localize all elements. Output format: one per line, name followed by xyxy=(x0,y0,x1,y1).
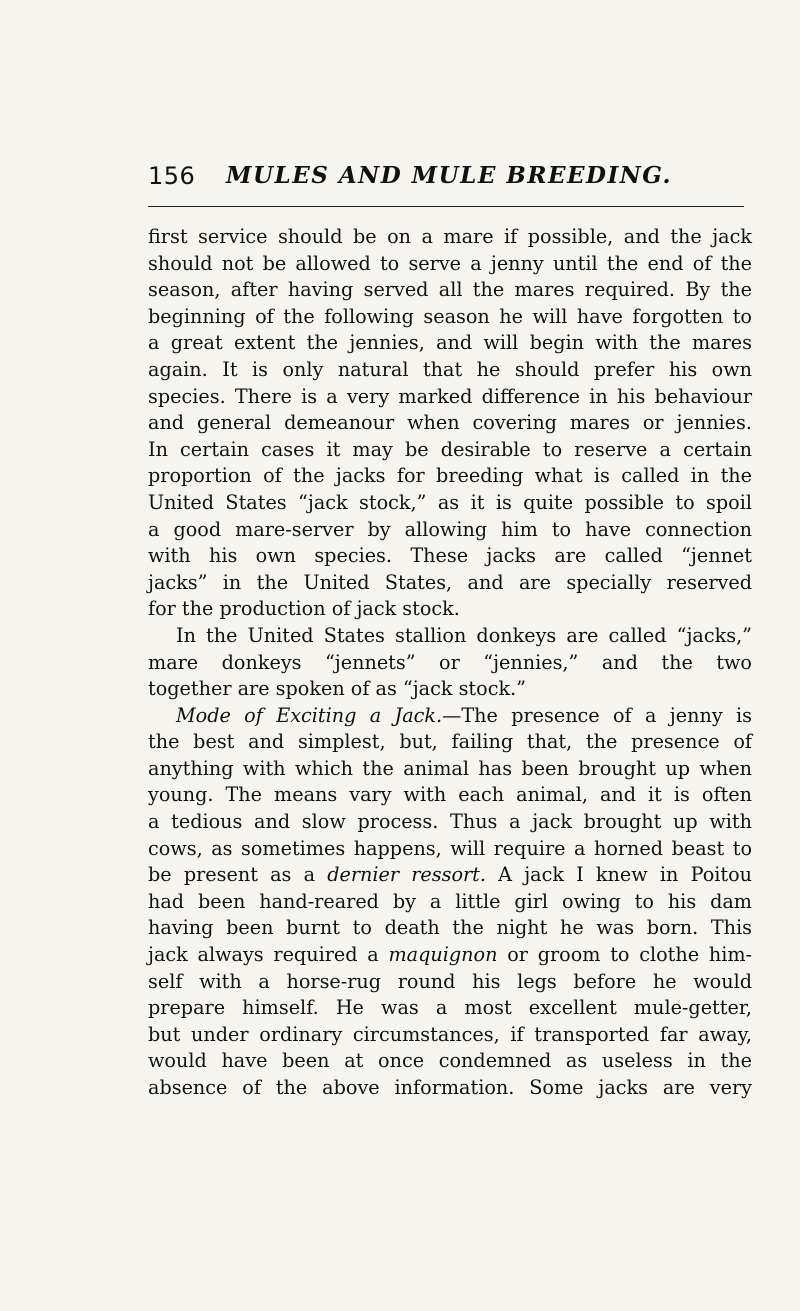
running-title: MULES AND MULE BREEDING. xyxy=(226,162,673,189)
section-heading-rest: —The presence of a jenny is xyxy=(442,703,752,727)
text-line: a good mare-server by allowing him to have connection xyxy=(148,517,752,541)
text-line: United States “jack stock,” as it is quite possible to spoil xyxy=(148,490,752,514)
text-line: having been burnt to death the night he was born. This xyxy=(148,916,752,940)
italic-phrase: dernier ressort. xyxy=(327,863,486,887)
text-line: In certain cases it may be desirable to reserve a certain xyxy=(148,437,752,461)
text-line: anything with which the animal has been brought up when xyxy=(148,756,752,780)
text-line: the best and simplest, but, failing that, the presence of xyxy=(148,730,752,754)
section-heading: Mode of Exciting a Jack. xyxy=(176,703,443,727)
text-line: a tedious and slow process. Thus a jack brought up with xyxy=(148,810,752,834)
text-line: jacks” in the United States, and are specially reserved xyxy=(148,570,752,594)
text-line: with his own species. These jacks are called “jennet xyxy=(148,544,752,568)
text-line: cows, as sometimes happens, will require a horned beast to xyxy=(148,836,752,860)
text-line: a great extent the jennies, and will begin with the mares xyxy=(148,331,752,355)
body-text xyxy=(148,224,752,1102)
text-line: prepare himself. He was a most excellent mule-getter, xyxy=(148,996,752,1020)
text-line: but under ordinary circumstances, if transported far away, xyxy=(148,1022,752,1046)
text-line-with-italic: be present as a dernier ressort. A jack I knew in Poitou xyxy=(148,863,753,887)
text-line: absence of the above information. Some jacks are very xyxy=(148,1076,752,1099)
text-line: for the production of jack stock. xyxy=(148,597,460,621)
text-line: had been hand-reared by a little girl owing to his dam xyxy=(148,889,752,913)
text-line: would have been at once condemned as useless in the xyxy=(148,1049,752,1073)
italic-word: maquignon xyxy=(388,943,498,967)
text-line: and general demeanour when covering mares or jennies. xyxy=(148,411,752,435)
text-line: beginning of the following season he will have forgotten to xyxy=(148,304,752,328)
section-heading-line xyxy=(148,703,752,730)
text-line: mare donkeys “jennets” or “jennies,” and the two xyxy=(148,650,752,674)
text-line: together are spoken of as “jack stock.” xyxy=(148,677,526,701)
text-line: should not be allowed to serve a jenny until the end of the xyxy=(148,251,752,275)
header-rule xyxy=(148,206,744,207)
text-line: In the United States stallion donkeys are called “jacks,” xyxy=(176,623,752,647)
running-head xyxy=(148,162,752,192)
text-line: young. The means vary with each animal, and it is often xyxy=(148,783,752,807)
text-line: first service should be on a mare if possible, and the jack xyxy=(148,225,752,248)
text-line: proportion of the jacks for breeding what is called in the xyxy=(148,464,752,488)
page-number: 156 xyxy=(148,162,196,190)
text-line: species. There is a very marked difference in his behaviour xyxy=(148,384,752,408)
text-line-with-italic: jack always required a maquignon or groom to clothe him- xyxy=(148,943,753,967)
text-line: again. It is only natural that he should prefer his own xyxy=(148,357,752,381)
text-line: season, after having served all the mares required. By the xyxy=(148,278,752,302)
text-line: self with a horse-rug round his legs before he would xyxy=(148,969,752,993)
